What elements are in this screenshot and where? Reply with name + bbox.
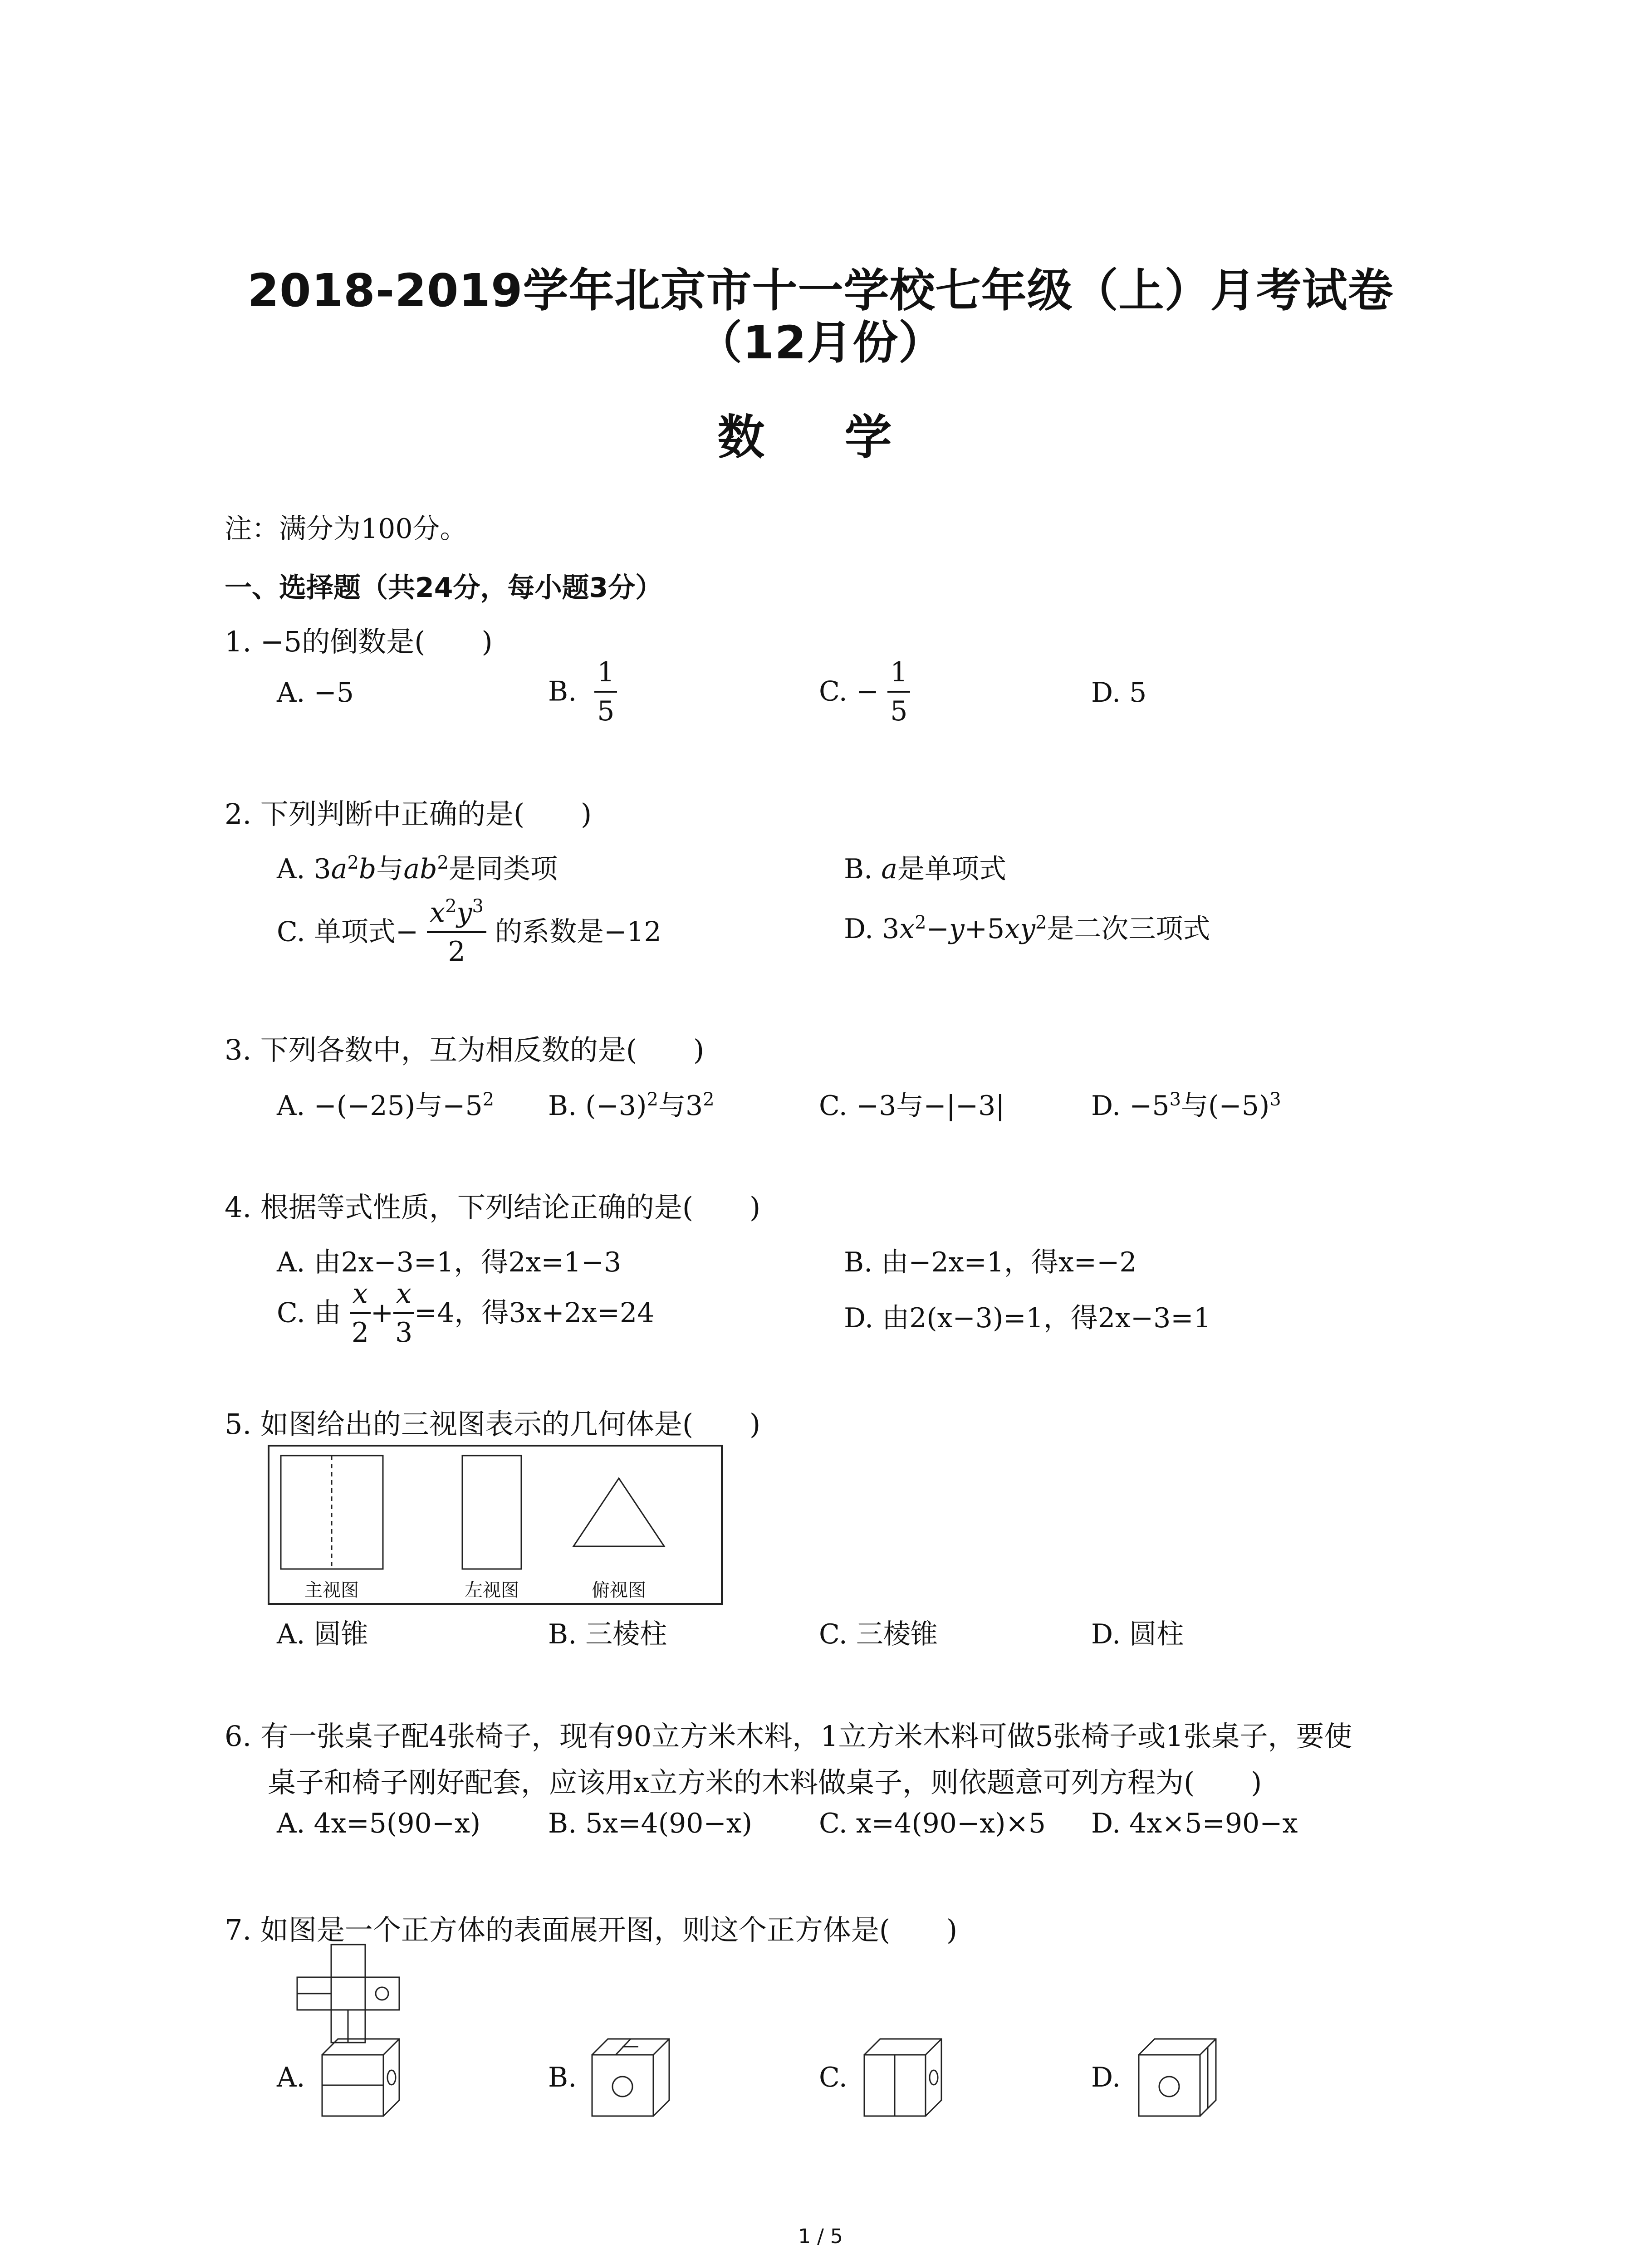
q2-option-d: D. $3x^2-y+5xy^2$是二次三项式 bbox=[844, 912, 1210, 945]
q2-option-b: B. a是单项式 bbox=[844, 853, 1007, 885]
exam-title-line1: 2018-2019学年北京市十一学校七年级（上）月考试卷 bbox=[247, 264, 1394, 317]
q7-cube-c bbox=[862, 2037, 944, 2118]
q4-option-d: D. 由2(x−3)=1，得2x−3=1 bbox=[844, 1302, 1211, 1334]
q1-option-a: A. −5 bbox=[277, 677, 354, 709]
numerator: x bbox=[350, 1275, 371, 1314]
denominator: 2 bbox=[448, 936, 465, 968]
q2-c-prefix: C. 单项式− bbox=[277, 916, 419, 948]
q6-option-c: C. x=4(90−x)×5 bbox=[819, 1808, 1046, 1839]
cube-edge bbox=[383, 2039, 399, 2055]
caption-left-view: 左视图 bbox=[465, 1580, 519, 1601]
net-circle-mark bbox=[376, 1987, 388, 2000]
cube-edge bbox=[653, 2039, 669, 2055]
question-6-stem-line2: 桌子和椅子刚好配套，应该用x立方米的木料做桌子，则依题意可列方程为( ) bbox=[268, 1766, 1262, 1799]
denominator: 5 bbox=[890, 695, 908, 727]
q7-option-b: B. bbox=[548, 2062, 577, 2093]
cube-edge bbox=[926, 2039, 941, 2055]
fraction bbox=[393, 1275, 414, 1351]
q3-d-mid: 与(−5) bbox=[1181, 1090, 1270, 1122]
cube-net-figure bbox=[263, 1944, 408, 2043]
question-1-stem: 1. −5的倒数是( ) bbox=[225, 625, 493, 658]
fraction bbox=[350, 1275, 371, 1351]
q3-option-a: A. −(−25)与$-5^2$ bbox=[277, 1089, 495, 1122]
q2-d-suffix: 是二次三项式 bbox=[1047, 913, 1210, 945]
score-note: 注：满分为100分。 bbox=[225, 513, 467, 545]
q7-cube-b bbox=[590, 2037, 671, 2118]
q1-option-b-label: B. bbox=[548, 675, 577, 708]
q5-option-a: A. 圆锥 bbox=[277, 1618, 368, 1650]
net-face-top bbox=[331, 1945, 365, 1977]
fraction bbox=[427, 894, 486, 970]
left-view-rect bbox=[462, 1456, 521, 1569]
question-7-stem: 7. 如图是一个正方体的表面展开图，则这个正方体是( ) bbox=[225, 1913, 958, 1946]
cube-front-face bbox=[592, 2055, 653, 2116]
q3-b-text: B. (−3) bbox=[548, 1090, 647, 1122]
q5-option-c: C. 三棱锥 bbox=[819, 1618, 938, 1650]
numerator: $x^2y^3$ bbox=[427, 894, 486, 933]
q1-option-c-label: C. − bbox=[819, 675, 879, 708]
q3-option-c: C. −3与−|−3| bbox=[819, 1090, 1005, 1122]
q1-option-c bbox=[819, 655, 910, 732]
numerator: x bbox=[393, 1275, 414, 1314]
cube-circle-mark bbox=[387, 2070, 396, 2085]
question-4-stem: 4. 根据等式性质，下列结论正确的是( ) bbox=[225, 1191, 761, 1224]
subject-title: 数 学 bbox=[717, 410, 924, 465]
q2-option-a: A. $3a^2b$与$ab^2$是同类项 bbox=[277, 852, 558, 885]
q7-cube-a bbox=[320, 2037, 402, 2118]
exam-title-line2: （12月份） bbox=[696, 316, 945, 369]
page-number: 1 / 5 bbox=[798, 2225, 843, 2248]
net-face-right bbox=[365, 1977, 399, 2010]
q4-option-c bbox=[277, 1277, 654, 1353]
q3-option-b: B. $(-3)^2$与$3^2$ bbox=[548, 1089, 715, 1122]
q7-option-c: C. bbox=[819, 2062, 847, 2093]
plus-sign: + bbox=[370, 1297, 394, 1329]
cube-front-face bbox=[1139, 2055, 1200, 2116]
numerator: 1 bbox=[887, 654, 910, 693]
cube-circle-mark bbox=[612, 2077, 632, 2097]
question-3-stem: 3. 下列各数中，互为相反数的是( ) bbox=[225, 1033, 705, 1066]
denominator: 3 bbox=[395, 1317, 413, 1349]
q7-option-a: A. bbox=[277, 2062, 305, 2093]
q1-option-b bbox=[548, 655, 617, 732]
caption-top-view: 俯视图 bbox=[592, 1580, 646, 1601]
fraction bbox=[887, 654, 910, 730]
top-view-triangle bbox=[573, 1478, 664, 1546]
q3-d-text: D. −5 bbox=[1091, 1090, 1170, 1122]
q5-option-b: B. 三棱柱 bbox=[548, 1618, 667, 1650]
denominator: 5 bbox=[597, 695, 615, 727]
q7-cube-d bbox=[1136, 2037, 1218, 2118]
q3-b-mid: 与3 bbox=[658, 1090, 703, 1122]
question-5-stem: 5. 如图给出的三视图表示的几何体是( ) bbox=[225, 1408, 761, 1441]
q6-option-a: A. 4x=5(90−x) bbox=[277, 1808, 481, 1839]
q1-option-d: D. 5 bbox=[1091, 677, 1147, 709]
q3-option-d: D. $-5^3$与$(-5)^3$ bbox=[1091, 1089, 1281, 1122]
q2-b-suffix: 是单项式 bbox=[897, 853, 1007, 885]
q2-c-suffix: 的系数是−12 bbox=[495, 916, 661, 948]
net-face-center bbox=[331, 1977, 365, 2010]
three-views-figure bbox=[268, 1445, 723, 1605]
q6-option-b: B. 5x=4(90−x) bbox=[548, 1808, 752, 1839]
q4-c-prefix: C. 由 bbox=[277, 1297, 341, 1329]
q4-option-a: A. 由2x−3=1，得2x=1−3 bbox=[277, 1246, 622, 1278]
q2-a-connector: 与 bbox=[376, 853, 404, 885]
q2-d-prefix: D. 3 bbox=[844, 913, 900, 945]
q5-option-d: D. 圆柱 bbox=[1091, 1618, 1184, 1650]
q7-option-d: D. bbox=[1091, 2062, 1121, 2093]
q2-b-prefix: B. bbox=[844, 853, 882, 885]
numerator: 1 bbox=[594, 654, 617, 693]
cube-circle-mark bbox=[930, 2070, 938, 2085]
q2-a-suffix: 是同类项 bbox=[448, 853, 558, 885]
q3-a-text: A. −(−25)与−5 bbox=[277, 1090, 483, 1122]
q4-c-suffix: =4，得3x+2x=24 bbox=[414, 1297, 655, 1329]
section-heading: 一、选择题（共24分，每小题3分） bbox=[225, 572, 663, 604]
caption-front-view: 主视图 bbox=[304, 1580, 359, 1601]
cube-circle-mark bbox=[1159, 2077, 1179, 2097]
denominator: 2 bbox=[351, 1317, 369, 1349]
q4-option-b: B. 由−2x=1，得x=−2 bbox=[844, 1246, 1137, 1278]
fraction bbox=[594, 654, 617, 730]
q2-option-c bbox=[277, 896, 661, 972]
q6-option-d: D. 4x×5=90−x bbox=[1091, 1808, 1298, 1839]
q2-a-prefix: A. 3 bbox=[277, 853, 331, 885]
question-2-stem: 2. 下列判断中正确的是( ) bbox=[225, 797, 592, 831]
question-6-stem-line1: 6. 有一张桌子配4张椅子，现有90立方米木料，1立方米木料可做5张椅子或1张桌子，要使 bbox=[225, 1720, 1352, 1753]
